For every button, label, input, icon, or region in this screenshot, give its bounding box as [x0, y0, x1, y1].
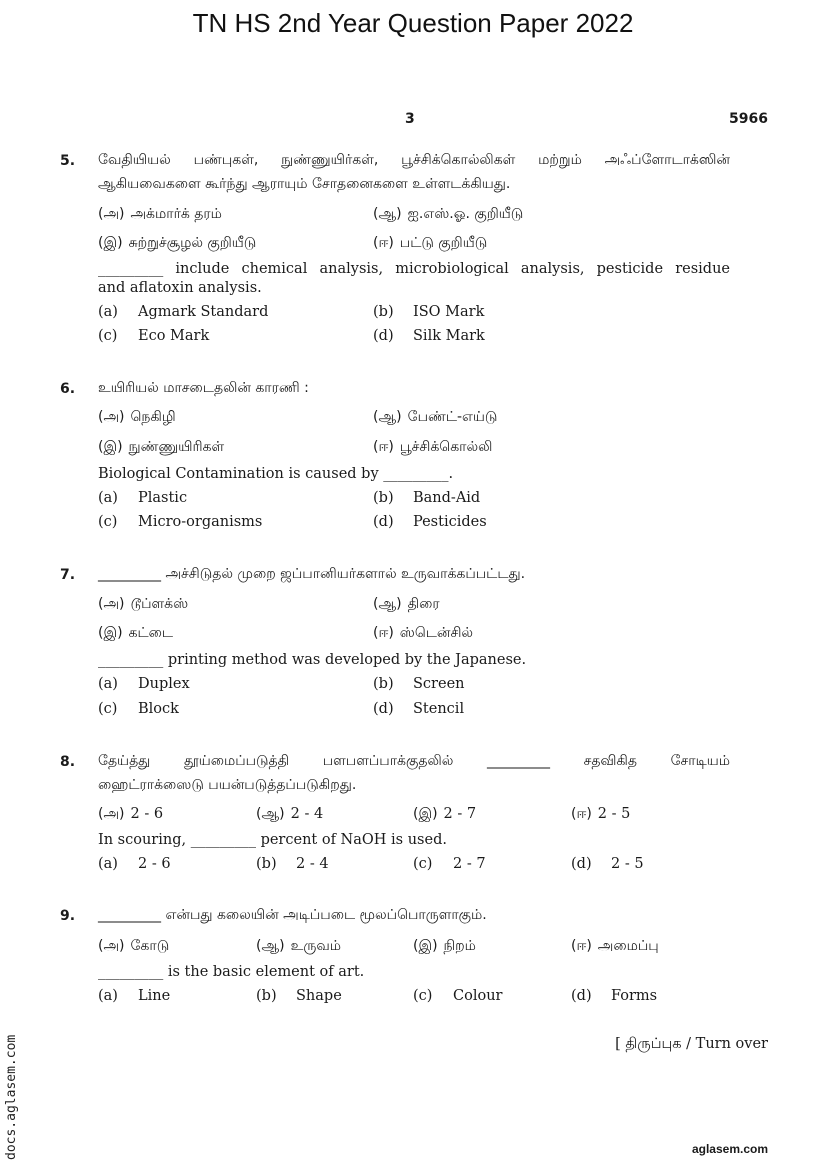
option-label: (இ): [98, 235, 123, 251]
question-number: 8.: [60, 754, 76, 770]
option-label: (ஆ): [256, 806, 285, 822]
tamil-option: [373, 625, 473, 643]
option-label: (இ): [98, 439, 123, 455]
option-label: (d): [571, 856, 592, 872]
question-number: 5.: [60, 153, 76, 169]
option-label: (இ): [98, 625, 123, 641]
option-label: (b): [373, 490, 394, 506]
tamil-option: [373, 206, 523, 224]
tamil-option: [98, 938, 169, 956]
option-text: 2 - 6: [130, 806, 164, 822]
option-text: திரை: [407, 596, 440, 612]
option-label: (ஆ): [373, 596, 402, 612]
option-label: (b): [373, 676, 394, 692]
option-text: ஐ.எஸ்.ஓ. குறியீடு: [407, 206, 524, 222]
option-text: 2 - 7: [453, 856, 486, 872]
english-option: [98, 514, 262, 530]
page-number: 3: [405, 111, 415, 127]
option-label: (a): [98, 676, 118, 692]
question-tamil-line: _________ அச்சிடுதல் முறை ஜப்பானியர்களால் உருவாக்கப்பட்டது.: [98, 566, 526, 582]
option-label: (ஈ): [373, 235, 394, 251]
option-label: (b): [373, 304, 394, 320]
option-label: (இ): [413, 938, 438, 954]
english-option: [373, 514, 487, 530]
option-label: (a): [98, 304, 118, 320]
option-label: (ஆ): [373, 206, 402, 222]
option-label: (a): [98, 856, 118, 872]
english-option: [98, 676, 190, 692]
english-option: [373, 490, 480, 506]
option-text: Agmark Standard: [138, 304, 269, 320]
option-label: (b): [256, 988, 277, 1004]
option-text: Forms: [611, 988, 658, 1004]
question-number: 9.: [60, 908, 76, 924]
option-label: (c): [98, 701, 118, 717]
question-tamil-line: ஆகியவைகளை கூர்ந்து ஆராயும் சோதனைகளை உள்ளடக்கியது.: [98, 176, 511, 192]
tamil-option: [98, 409, 176, 427]
option-label: (d): [373, 701, 394, 717]
option-label: (ஈ): [571, 806, 592, 822]
option-text: 2 - 5: [597, 806, 631, 822]
question-tamil-line: _________ என்பது கலையின் அடிப்படை மூலப்பொருளாகும்.: [98, 907, 487, 923]
english-option: [98, 856, 171, 872]
option-text: 2 - 4: [296, 856, 329, 872]
option-label: (ஆ): [373, 409, 402, 425]
option-label: (அ): [98, 596, 125, 612]
page-banner: TN HS 2nd Year Question Paper 2022: [192, 8, 634, 38]
tamil-option: [571, 938, 659, 956]
english-option: [256, 856, 329, 872]
question-tamil-line: ஹைட்ராக்ஸைடு பயன்படுத்தப்படுகிறது.: [98, 777, 357, 793]
option-text: பூச்சிக்கொல்லி: [399, 439, 493, 455]
tamil-option: [373, 409, 497, 427]
option-text: 2 - 6: [138, 856, 171, 872]
question-number: 6.: [60, 381, 76, 397]
option-text: 2 - 7: [443, 806, 477, 822]
option-text: Block: [138, 701, 179, 717]
question-tamil-line: உயிரியல் மாசடைதலின் காரணி :: [98, 380, 309, 396]
question-english-line: _________ is the basic element of art.: [98, 964, 365, 980]
option-label: (அ): [98, 206, 125, 222]
option-label: (ஈ): [373, 439, 394, 455]
english-option: [413, 856, 486, 872]
tamil-option: [256, 938, 341, 956]
tamil-option: [98, 625, 173, 643]
option-label: (ஆ): [256, 938, 285, 954]
option-text: ஸ்டென்சில்: [399, 625, 474, 641]
option-text: அமைப்பு: [597, 938, 659, 954]
option-text: Line: [138, 988, 171, 1004]
option-text: பட்டு குறியீடு: [399, 235, 488, 251]
option-text: Shape: [296, 988, 342, 1004]
option-text: 2 - 4: [290, 806, 324, 822]
english-option: [571, 856, 644, 872]
option-label: (a): [98, 988, 118, 1004]
option-label: (அ): [98, 409, 125, 425]
option-text: 2 - 5: [611, 856, 644, 872]
english-option: [373, 676, 465, 692]
option-text: Screen: [413, 676, 465, 692]
tamil-option: [98, 596, 188, 614]
option-text: Pesticides: [413, 514, 487, 530]
tamil-option: [373, 235, 487, 253]
option-label: (d): [373, 328, 394, 344]
english-option: [98, 328, 209, 344]
english-option: [373, 701, 464, 717]
question-english-line: In scouring, _________ percent of NaOH is used.: [98, 832, 447, 848]
paper-code: 5966: [729, 111, 768, 127]
option-label: (c): [98, 514, 118, 530]
option-label: (c): [98, 328, 118, 344]
tamil-option: [98, 235, 256, 253]
english-option: [98, 701, 179, 717]
option-text: Silk Mark: [413, 328, 485, 344]
option-text: கோடு: [130, 938, 170, 954]
option-text: நிறம்: [443, 938, 476, 954]
option-text: பேண்ட்-எய்டு: [407, 409, 498, 425]
option-label: (c): [413, 988, 433, 1004]
tamil-option: [98, 439, 224, 457]
turn-over-note: [ திருப்புக / Turn over: [615, 1036, 768, 1052]
question-number: 7.: [60, 567, 76, 583]
question-tamil-line: வேதியியல் பண்புகள், நுண்ணுயிர்கள், பூச்சிக்கொல்லிகள் மற்றும் அஃப்ளோடாக்ஸின்: [98, 152, 730, 168]
question-english-line: Biological Contamination is caused by _________.: [98, 466, 454, 482]
tamil-option: [571, 806, 630, 824]
english-option: [373, 328, 485, 344]
tamil-option: [256, 806, 323, 824]
english-option: [256, 988, 342, 1004]
question-tamil-line: தேய்த்து தூய்மைப்படுத்தி பளபளப்பாக்குதலில் _________ சதவிகித சோடியம்: [98, 753, 730, 769]
option-text: ISO Mark: [413, 304, 485, 320]
option-label: (d): [373, 514, 394, 530]
option-text: Eco Mark: [138, 328, 210, 344]
option-text: Colour: [453, 988, 503, 1004]
english-option: [98, 304, 268, 320]
option-text: கட்டை: [128, 625, 174, 641]
english-option: [571, 988, 657, 1004]
question-english-line: _________ printing method was developed by the Japanese.: [98, 652, 527, 668]
watermark: docs.aglasem.com: [4, 1034, 19, 1160]
option-text: டூப்ளக்ஸ்: [130, 596, 189, 612]
tamil-option: [98, 206, 222, 224]
tamil-option: [98, 806, 163, 824]
option-label: (a): [98, 490, 118, 506]
question-english-line: and aflatoxin analysis.: [98, 280, 262, 296]
footer-brand: aglasem.com: [691, 1142, 768, 1156]
option-text: Plastic: [138, 490, 188, 506]
option-label: (d): [571, 988, 592, 1004]
option-text: Band-Aid: [413, 490, 481, 506]
option-label: (ஈ): [373, 625, 394, 641]
tamil-option: [373, 439, 492, 457]
option-text: சுற்றுச்சூழல் குறியீடு: [128, 235, 257, 251]
option-text: நுண்ணுயிரிகள்: [128, 439, 225, 455]
option-label: (ஈ): [571, 938, 592, 954]
option-text: அக்மார்க் தரம்: [130, 206, 222, 222]
option-text: நெகிழி: [130, 409, 176, 425]
option-label: (b): [256, 856, 277, 872]
english-option: [373, 304, 484, 320]
option-label: (அ): [98, 806, 125, 822]
tamil-option: [413, 938, 476, 956]
option-text: Stencil: [413, 701, 465, 717]
english-option: [98, 988, 170, 1004]
tamil-option: [413, 806, 476, 824]
english-option: [413, 988, 502, 1004]
question-english-line: _________ include chemical analysis, microbiological analysis, pesticide residue: [98, 261, 730, 277]
option-text: உருவம்: [290, 938, 341, 954]
option-text: Duplex: [138, 676, 190, 692]
tamil-option: [373, 596, 440, 614]
option-label: (இ): [413, 806, 438, 822]
option-text: Micro-organisms: [138, 514, 263, 530]
english-option: [98, 490, 187, 506]
option-label: (அ): [98, 938, 125, 954]
option-label: (c): [413, 856, 433, 872]
